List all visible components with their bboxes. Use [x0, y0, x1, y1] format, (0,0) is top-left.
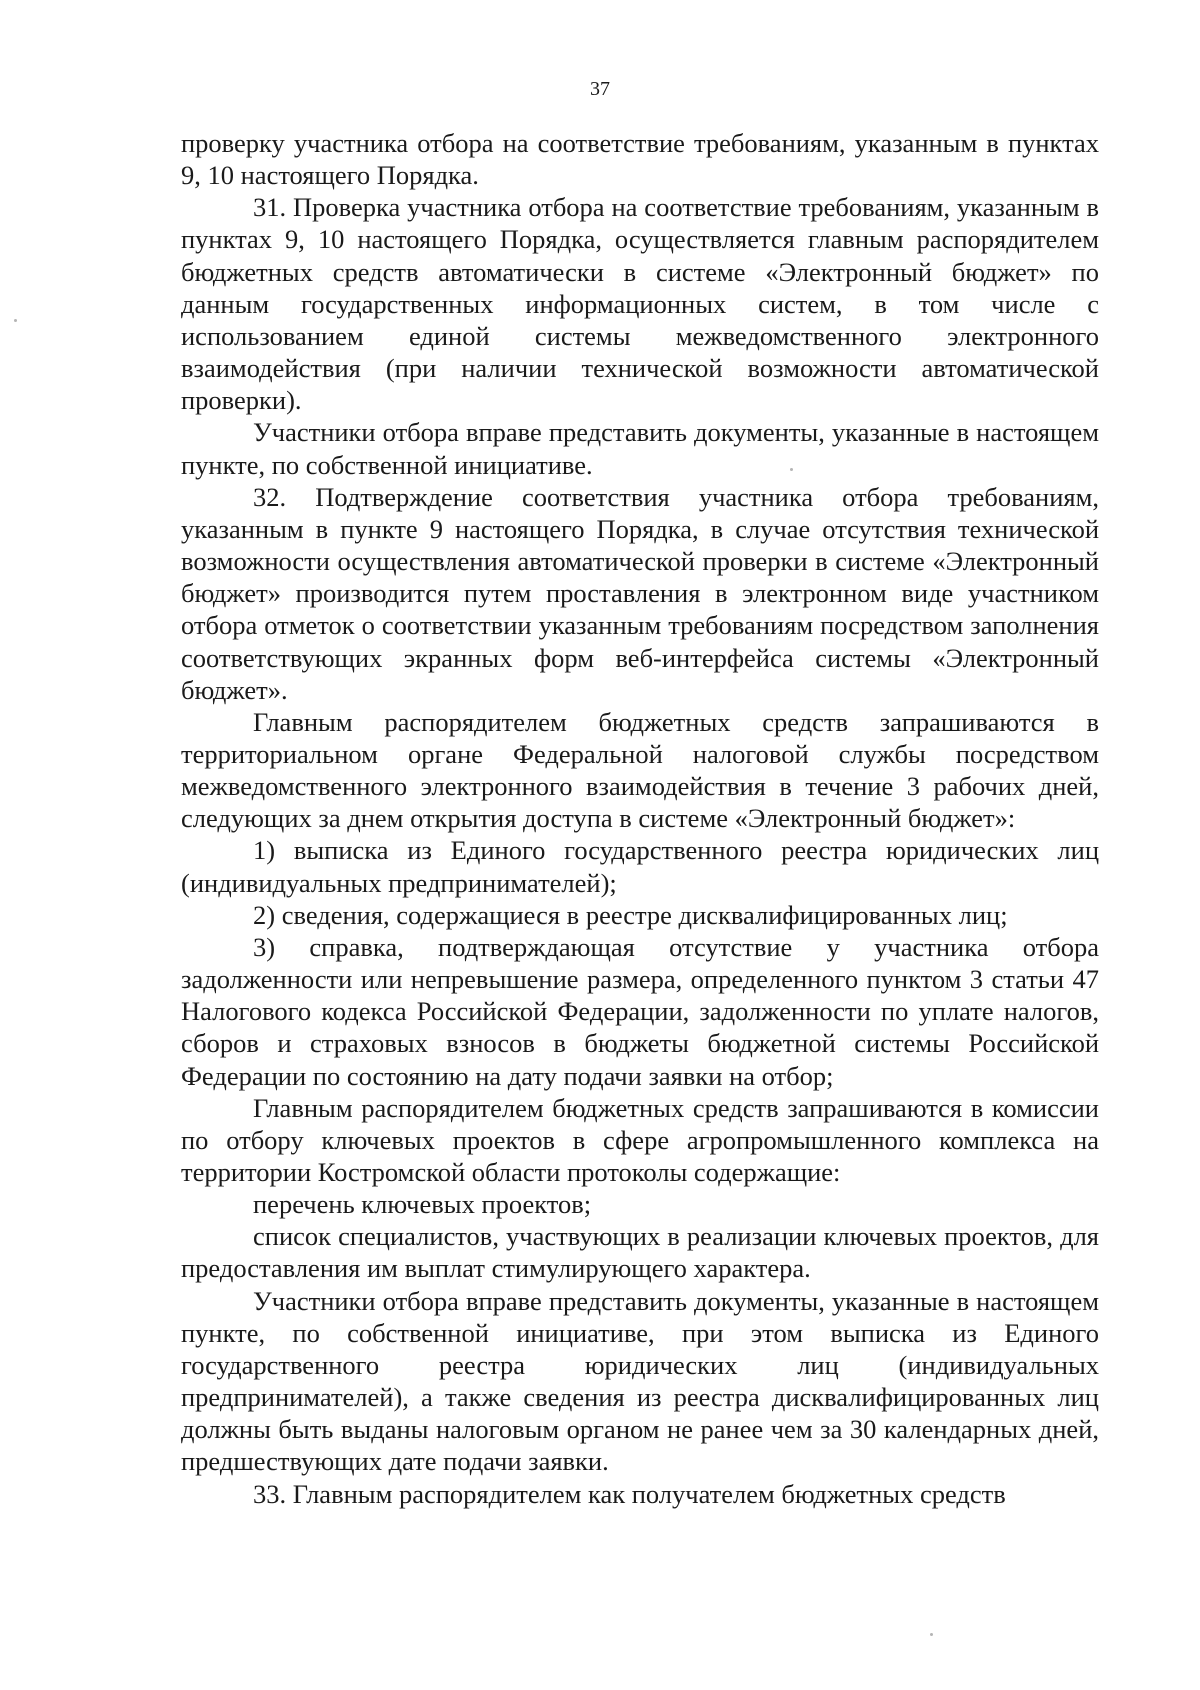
paragraph: Главным распорядителем бюджетных средств запрашиваются в комиссии по отбору ключевых проектов в сфере агропромышленного комплекса на территории Костромской области протоколы содержащие: — [181, 1092, 1099, 1187]
paragraph: Участники отбора вправе представить документы, указанные в настоящем пункте, по собственной инициативе. — [181, 417, 1099, 480]
list-item: список специалистов, участвующих в реализации ключевых проектов, для предоставления им выплат стимулирующего характера. — [181, 1221, 1099, 1284]
body-text — [181, 127, 1099, 1510]
page-number: 37 — [590, 78, 610, 100]
scan-speck — [790, 468, 793, 471]
paragraph-item-33: 33. Главным распорядителем как получателем бюджетных средств — [253, 1478, 1006, 1509]
paragraph-item-32: 32. Подтверждение соответствия участника отбора требованиям, указанным в пункте 9 настоящего Порядка, в случае отсутствия технической возможности осуществления автоматической проверки в системе «Электронный бюджет» производится путем проставления в электронном виде участником отбора отметок о соответствии указанным требованиям посредством заполнения соответствующих экранных форм веб-интерфейса системы «Электронный бюджет». — [181, 481, 1099, 705]
paragraph: Главным распорядителем бюджетных средств запрашиваются в территориальном органе Федеральной налоговой службы посредством межведомственного электронного взаимодействия в течение 3 рабочих дней, следующих за днем открытия доступа в системе «Электронный бюджет»: — [181, 706, 1099, 834]
paragraph-item-31: 31. Проверка участника отбора на соответствие требованиям, указанным в пунктах 9, 10 настоящего Порядка, осуществляется главным распорядителем бюджетных средств автоматически в системе «Электронный бюджет» по данным государственных информационных систем, в том числе с использованием единой системы межведомственного электронного взаимодействия (при наличии технической возможности автоматической проверки). — [181, 192, 1099, 416]
scan-speck — [14, 319, 17, 322]
list-item: перечень ключевых проектов; — [253, 1189, 592, 1220]
scan-speck — [930, 1633, 933, 1636]
paragraph: Участники отбора вправе представить документы, указанные в настоящем пункте, по собственной инициативе, при этом выписка из Единого государственного реестра юридических лиц (индивидуальных предпринимателей), а также сведения из реестра дисквалифицированных лиц должны быть выданы налоговым органом не ранее чем за 30 календарных дней, предшествующих дате подачи заявки. — [181, 1285, 1099, 1477]
paragraph: проверку участника отбора на соответствие требованиям, указанным в пунктах 9, 10 настоящего Порядка. — [181, 128, 1099, 191]
list-item: 3) справка, подтверждающая отсутствие у участника отбора задолженности или непревышение размера, определенного пунктом 3 статьи 47 Налогового кодекса Российской Федерации, задолженности по уплате налогов, сборов и страховых взносов в бюджеты бюджетной системы Российской Федерации по состоянию на дату подачи заявки на отбор; — [181, 931, 1099, 1091]
list-item: 1) выписка из Единого государственного реестра юридических лиц (индивидуальных предпринимателей); — [181, 835, 1099, 898]
list-item: 2) сведения, содержащиеся в реестре дисквалифицированных лиц; — [253, 899, 1008, 930]
